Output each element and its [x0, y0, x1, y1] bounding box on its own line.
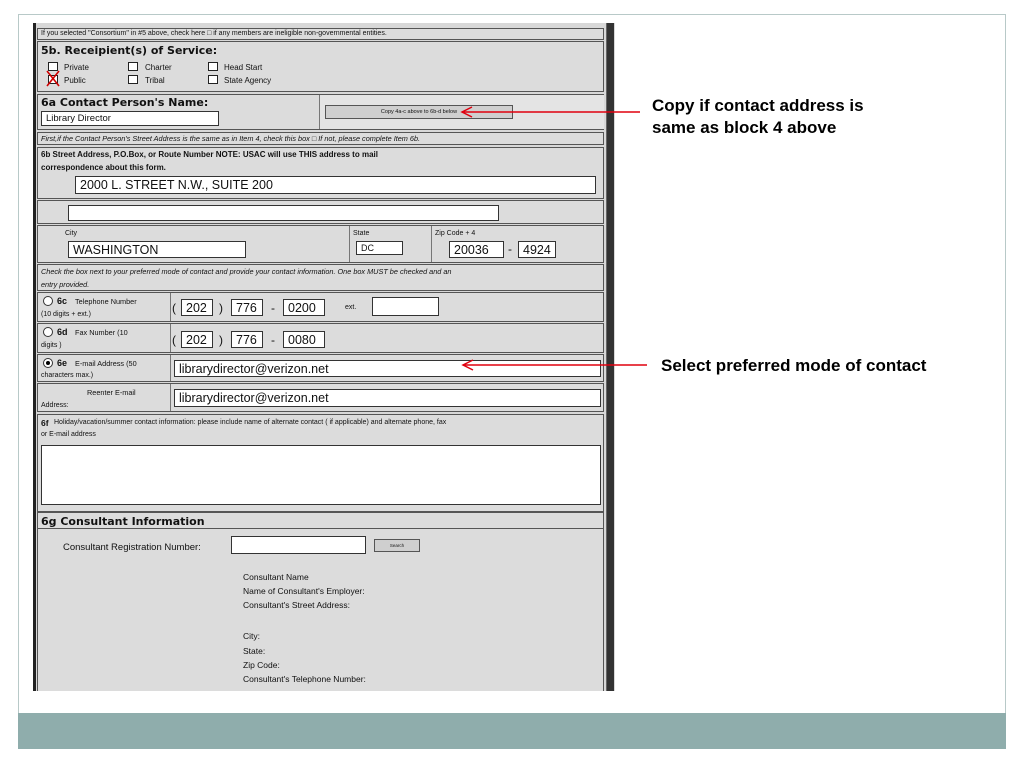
checkbox-tribal[interactable] [128, 75, 138, 84]
consultant-header-row [37, 512, 604, 528]
email-label-code: 6e [57, 358, 68, 368]
checkbox-state-agency[interactable] [208, 75, 218, 84]
fax-label-2: digits ) [41, 342, 62, 349]
consultant-phone-label: Consultant's Telephone Number: [243, 674, 366, 684]
holiday-text-2: or E-mail address [41, 431, 96, 438]
fax-area-input[interactable]: 202 [181, 331, 213, 348]
slide-left-rule [18, 14, 19, 714]
telephone-ext-input[interactable] [372, 297, 439, 316]
consultant-state-label: State: [243, 646, 266, 656]
slide-right-rule [1005, 14, 1006, 714]
zip-input[interactable]: 20036 [449, 241, 504, 258]
copy-address-button[interactable]: Copy 4a-c above to 6b-d below [325, 105, 513, 119]
contact-mode-note: Check the box next to your preferred mode of contact and provide your contact information. One box MUST be checked and an [41, 267, 452, 276]
reenter-divider [170, 384, 171, 411]
telephone-divider [170, 293, 171, 321]
copy-annotation-line-2: same as block 4 above [652, 118, 837, 137]
state-label: State [353, 230, 370, 237]
city-input[interactable]: WASHINGTON [68, 241, 246, 258]
consultant-reg-label: Consultant Registration Number: [63, 542, 201, 553]
label-tribal: Tribal [145, 76, 165, 85]
slide-footer-bar [18, 713, 1006, 749]
fax-label: Fax Number (10 [75, 328, 128, 337]
label-state-agency: State Agency [224, 76, 272, 85]
state-input[interactable]: DC [356, 241, 403, 255]
email-divider [170, 355, 171, 381]
street-address-title: 6b Street Address, P.O.Box, or Route Number NOTE: USAC will use THIS address to mail [41, 150, 378, 159]
checkbox-head-start[interactable] [208, 62, 218, 71]
city-label: City [65, 230, 78, 237]
street-address-line2-input[interactable] [68, 205, 499, 221]
street-address-input[interactable]: 2000 L. STREET N.W., SUITE 200 [75, 176, 596, 194]
email-radio-selected[interactable] [43, 358, 53, 368]
telephone-area-input[interactable]: 202 [181, 299, 213, 316]
city-state-zip-section [37, 225, 604, 263]
zip-plus4-input[interactable]: 4924 [518, 241, 556, 258]
telephone-label-2: (10 digits + ext.) [41, 311, 91, 318]
consultant-reg-input[interactable] [231, 536, 366, 554]
street-address-title-2: correspondence about this form. [41, 163, 166, 172]
telephone-row [37, 292, 604, 322]
telephone-label-code: 6c [57, 296, 68, 306]
form-screenshot [33, 23, 615, 691]
consultant-city-label: City: [243, 631, 260, 641]
email-row [37, 354, 604, 382]
label-charter: Charter [145, 63, 172, 72]
holiday-contact-textarea[interactable] [41, 445, 601, 505]
street-line-2-row [37, 200, 604, 224]
contact-name-section [37, 94, 604, 130]
holiday-contact-section [37, 414, 604, 512]
label-head-start: Head Start [224, 63, 263, 72]
contact-mode-note-row [37, 264, 604, 291]
recipients-title: 5b. Receipient(s) of Service: [41, 44, 218, 57]
zip-divider [431, 226, 432, 262]
state-divider [349, 226, 350, 262]
slide-top-rule [18, 14, 1006, 15]
fax-dash: - [271, 333, 275, 347]
fax-close-paren: ) [219, 333, 223, 347]
fax-line-input[interactable]: 0080 [283, 331, 325, 348]
fax-label-code: 6d [57, 327, 68, 337]
recipients-section [37, 41, 604, 92]
reenter-email-label-2: Address: [41, 402, 69, 409]
fax-divider [170, 324, 171, 352]
telephone-open-paren: ( [172, 301, 176, 315]
checkbox-public[interactable] [48, 75, 58, 84]
telephone-close-paren: ) [219, 301, 223, 315]
label-public: Public [64, 76, 86, 85]
copy-address-annotation [652, 95, 864, 139]
telephone-dash: - [271, 301, 275, 315]
contact-name-title: 6a Contact Person's Name: [41, 96, 209, 109]
telephone-label: Telephone Number [75, 297, 137, 306]
reenter-email-row [37, 383, 604, 412]
street-address-section [37, 147, 604, 199]
consultant-street-label: Consultant's Street Address: [243, 600, 350, 610]
consultant-section [37, 528, 604, 691]
reenter-email-label: Reenter E-mail [87, 388, 136, 397]
form-right-border [606, 23, 614, 691]
fax-radio[interactable] [43, 327, 53, 337]
consultant-employer-label: Name of Consultant's Employer: [243, 586, 365, 596]
zip-label: Zip Code + 4 [435, 230, 476, 237]
holiday-label-code: 6f [41, 418, 49, 428]
fax-prefix-input[interactable]: 776 [231, 331, 263, 348]
email-label: E-mail Address (50 [75, 359, 137, 368]
telephone-radio[interactable] [43, 296, 53, 306]
same-address-note: First,if the Contact Person's Street Address is the same as in Item 4, check this box □ If not, please complete Item 6b. [41, 134, 421, 143]
reenter-email-input[interactable]: librarydirector@verizon.net [174, 389, 601, 407]
consultant-name-label: Consultant Name [243, 572, 309, 582]
consortium-row [37, 28, 604, 40]
fax-open-paren: ( [172, 333, 176, 347]
copy-annotation-line-1: Copy if contact address is [652, 96, 864, 115]
checkbox-charter[interactable] [128, 62, 138, 71]
fax-row [37, 323, 604, 353]
holiday-text: Holiday/vacation/summer contact information: please include name of alternate contact ( if applicable) and alternate phone, fax [54, 419, 447, 426]
zip-dash: - [508, 242, 512, 256]
consortium-note: If you selected "Consortium" in #5 above, check here □ if any members are ineligible non-governmental entities. [41, 30, 387, 37]
contact-name-input[interactable]: Library Director [41, 111, 219, 126]
telephone-prefix-input[interactable]: 776 [231, 299, 263, 316]
telephone-ext-label: ext. [345, 304, 357, 311]
same-address-row [37, 132, 604, 145]
email-label-2: characters max.) [41, 372, 94, 379]
red-x-mark-icon [46, 70, 60, 87]
consultant-zip-label: Zip Code: [243, 660, 280, 670]
consultant-search-button[interactable]: Search [374, 539, 420, 552]
contact-mode-note-2: entry provided. [41, 280, 90, 289]
consultant-title: 6g Consultant Information [41, 515, 205, 528]
telephone-line-input[interactable]: 0200 [283, 299, 325, 316]
form-left-border [33, 23, 36, 691]
label-private: Private [64, 63, 89, 72]
contact-mode-annotation: Select preferred mode of contact [661, 356, 927, 375]
email-input[interactable]: librarydirector@verizon.net [174, 360, 601, 377]
